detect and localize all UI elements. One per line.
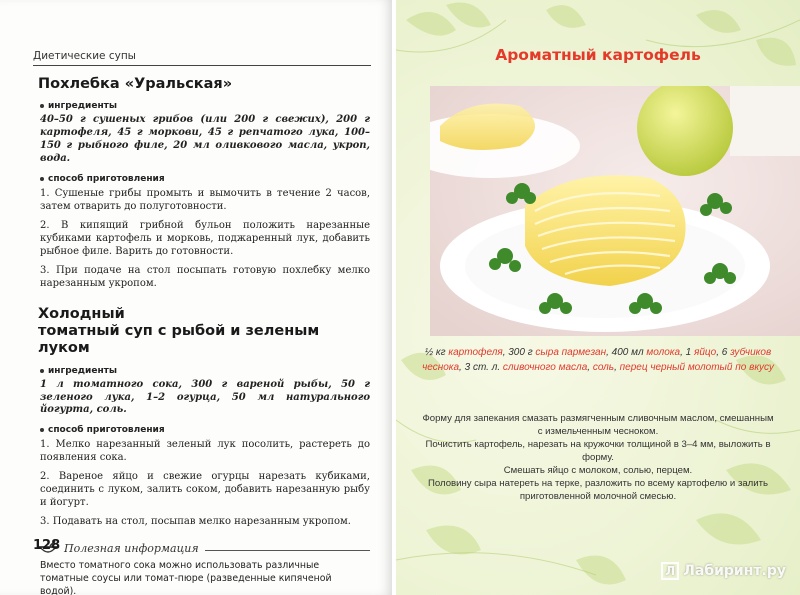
ingredient-text: , 6 (716, 347, 731, 358)
ingredient-text: , 1 (680, 347, 694, 358)
ingredient-text: , (587, 361, 593, 373)
ingredient-text: , (614, 361, 620, 373)
ingredients-label: ингредиенты (40, 366, 370, 376)
info-text: Вместо томатного сока можно использовать различные томатные соусы или томат-пюре (разведенные кипяченой водой). (40, 560, 332, 595)
ingredient-highlight: сыра пармезан (535, 347, 607, 358)
useful-info-box (38, 540, 370, 595)
method-paragraph-1: Форму для запекания смазать размягченным сливочным маслом, смешанным с измельченным чесноком. (422, 413, 774, 437)
ingredient-highlight: соль (592, 361, 615, 373)
info-header (38, 540, 370, 556)
labirint-logo-icon: Л (661, 562, 679, 580)
labirint-watermark (661, 562, 786, 580)
method-paragraph-3: Смешать яйцо с молоком, солью, перцем. (503, 464, 693, 476)
info-divider (205, 550, 370, 551)
ingredients-text: 1 л томатного сока, 300 г вареной рыбы, 50 г зеленого лука, 1–2 огурца, 50 мл натурального йогурта, соль. (40, 378, 370, 416)
ingredient-highlight: сливочного масла (502, 361, 588, 373)
left-page (0, 0, 392, 595)
method-label: способ приготовления (40, 425, 370, 435)
method-label: способ приготовления (40, 174, 370, 184)
dish-photo (430, 86, 800, 336)
method-text (422, 413, 774, 504)
ingredient-text: , 3 ст. л. (459, 361, 503, 373)
ingredient-highlight: зубчиков чеснока (422, 347, 772, 373)
step-1: 1. Мелко нарезанный зеленый лук посолить, растереть до появления сока. (40, 439, 370, 464)
ingredient-text: ½ кг (424, 347, 449, 358)
baked-potato-illustration (430, 86, 800, 336)
recipe-title: Ароматный картофель (495, 46, 701, 64)
ingredients-list (416, 346, 780, 375)
recipe-uralskaya (38, 76, 370, 290)
info-title: Полезная информация (64, 541, 199, 555)
step-2: 2. Вареное яйцо и свежие огурцы нарезать кубиками, соединить с луком, залить соком, добавить нарезанную рыбу и йогурт. (40, 471, 370, 509)
method-paragraph-4: Половину сыра натереть на терке, разложить по всему картофелю и залить приготовленной молочной смесью. (427, 477, 769, 502)
recipe-cold-tomato-soup (38, 306, 370, 529)
ingredient-text: , 300 г (502, 347, 536, 358)
recipe-title: Похлебка «Уральская» (38, 76, 233, 92)
left-page-content (38, 76, 370, 595)
step-3: 3. При подаче на стол посыпать готовую похлебку мелко нарезанным укропом. (40, 264, 370, 289)
ingredient-highlight: молока (646, 347, 681, 358)
bullet-icon (40, 369, 44, 373)
ingredient-text: , 400 мл (606, 347, 647, 358)
right-page (396, 0, 800, 595)
recipe-title-line-2: томатный суп с рыбой и зеленым луком (38, 322, 320, 357)
method-paragraph-2: Почистить картофель, нарезать на кружочки толщиной в 3–4 мм, выложить в форму. (425, 438, 771, 463)
step-1: 1. Сушеные грибы промыть и вымочить в течение 2 часов, затем отварить до полуготовности. (40, 187, 370, 212)
ingredients-text: 40–50 г сушеных грибов (или 200 г свежих), 200 г картофеля, 45 г моркови, 45 г репчатого лука, 100–150 г рыбного филе, 20 мл оливкового масла, укроп, вода. (40, 114, 370, 164)
step-3: 3. Подавать на стол, посыпав мелко нарезанным укропом. (40, 516, 351, 528)
ingredients-label: ингредиенты (40, 101, 370, 111)
ingredient-highlight: перец черный молотый по вкусу (619, 361, 774, 373)
recipe-title-line-1: Холодный (38, 305, 125, 322)
bullet-icon (40, 428, 44, 432)
page-number: 128 (33, 538, 61, 553)
bullet-icon (40, 177, 44, 181)
ingredient-highlight: картофеля (448, 347, 503, 358)
ingredient-highlight: яйцо (694, 347, 717, 358)
running-head: Диетические супы (33, 50, 371, 66)
bullet-icon (40, 104, 44, 108)
step-2: 2. В кипящий грибной бульон положить нарезанные кубиками картофель и морковь, поджаренный лук, добавить рыбное филе. Варить до готовности. (40, 219, 370, 257)
watermark-text: Лабиринт.ру (683, 563, 786, 579)
